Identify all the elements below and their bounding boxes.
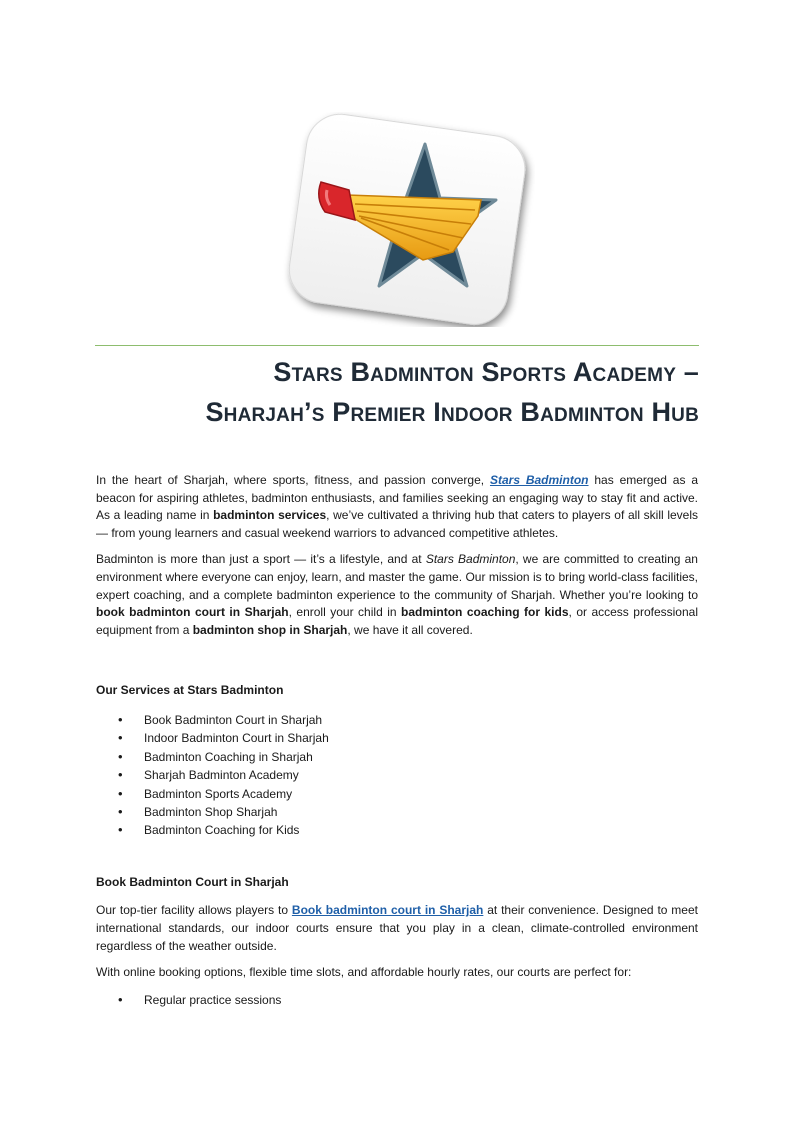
text-run: In the heart of Sharjah, where sports, fitness, and passion converge, <box>96 473 490 487</box>
text-run: , or access professional equipment from a <box>96 605 698 637</box>
intro-paragraph-1 <box>96 472 698 542</box>
list-item: • Badminton Coaching for Kids <box>118 821 698 839</box>
text-run: , we have it all covered. <box>347 622 473 637</box>
text-run: , we’ve cultivated a thriving hub that caters to players of all skill levels — from young learners and casual weekend warriors to advanced competitive athletes. <box>96 508 698 540</box>
text-run: has emerged as a beacon for aspiring athletes, badminton enthusiasts, and families seeking an engaging way to stay fit and active. As a leading name in <box>96 473 698 523</box>
text-run: , we are committed to creating an environment where everyone can enjoy, learn, and master the game. Our mission is to bring world-class facilities, expert coaching, and a complete badminton experience to the community of Sharjah. Whether you’re looking to <box>96 552 698 602</box>
book-paragraph-2: With online booking options, flexible time slots, and affordable hourly rates, our courts are perfect for: <box>96 965 632 980</box>
stars-badminton-link[interactable]: Stars Badminton <box>489 473 589 487</box>
list-item: • Book Badminton Court in Sharjah <box>118 711 698 729</box>
list-item: • Badminton Coaching in Sharjah <box>118 748 698 766</box>
bold-text: badminton coaching for kids <box>401 605 569 620</box>
page-title-line-1: Stars Badminton Sports Academy – <box>273 357 699 387</box>
list-item: • Badminton Shop Sharjah <box>118 803 698 821</box>
services-heading: Our Services at Stars Badminton <box>96 683 284 698</box>
logo <box>275 112 535 327</box>
intro-paragraph-2 <box>96 551 698 639</box>
book-list <box>96 991 698 1009</box>
text-run: at their convenience. Designed to meet international standards, our indoor courts ensure that you play in a clean, climate-controlled environment regardless of the weather outside. <box>96 903 698 953</box>
list-item: • Sharjah Badminton Academy <box>118 766 698 784</box>
bold-text: book badminton court in Sharjah <box>96 605 289 620</box>
horizontal-rule <box>95 345 699 346</box>
list-item: • Badminton Sports Academy <box>118 785 698 803</box>
services-list <box>96 711 698 840</box>
star-shuttlecock-logo-icon <box>275 112 535 327</box>
book-court-link[interactable]: Book badminton court in Sharjah <box>291 903 484 918</box>
list-item: • Indoor Badminton Court in Sharjah <box>118 729 698 747</box>
page-title-line-2: Sharjah’s Premier Indoor Badminton Hub <box>205 397 699 427</box>
list-item: • Regular practice sessions <box>118 991 698 1009</box>
document-body <box>96 472 698 1009</box>
bold-text: badminton services <box>213 508 327 523</box>
book-paragraph-1 <box>96 902 698 955</box>
text-run: Badminton is more than just a sport — it’s a lifestyle, and at <box>96 552 426 567</box>
italic-text: Stars Badminton <box>425 552 516 567</box>
book-court-heading: Book Badminton Court in Sharjah <box>96 874 289 889</box>
page-title <box>95 352 699 432</box>
text-run: Our top-tier facility allows players to <box>96 903 292 918</box>
bold-text: badminton shop in Sharjah <box>192 622 348 637</box>
text-run: , enroll your child in <box>288 605 402 620</box>
